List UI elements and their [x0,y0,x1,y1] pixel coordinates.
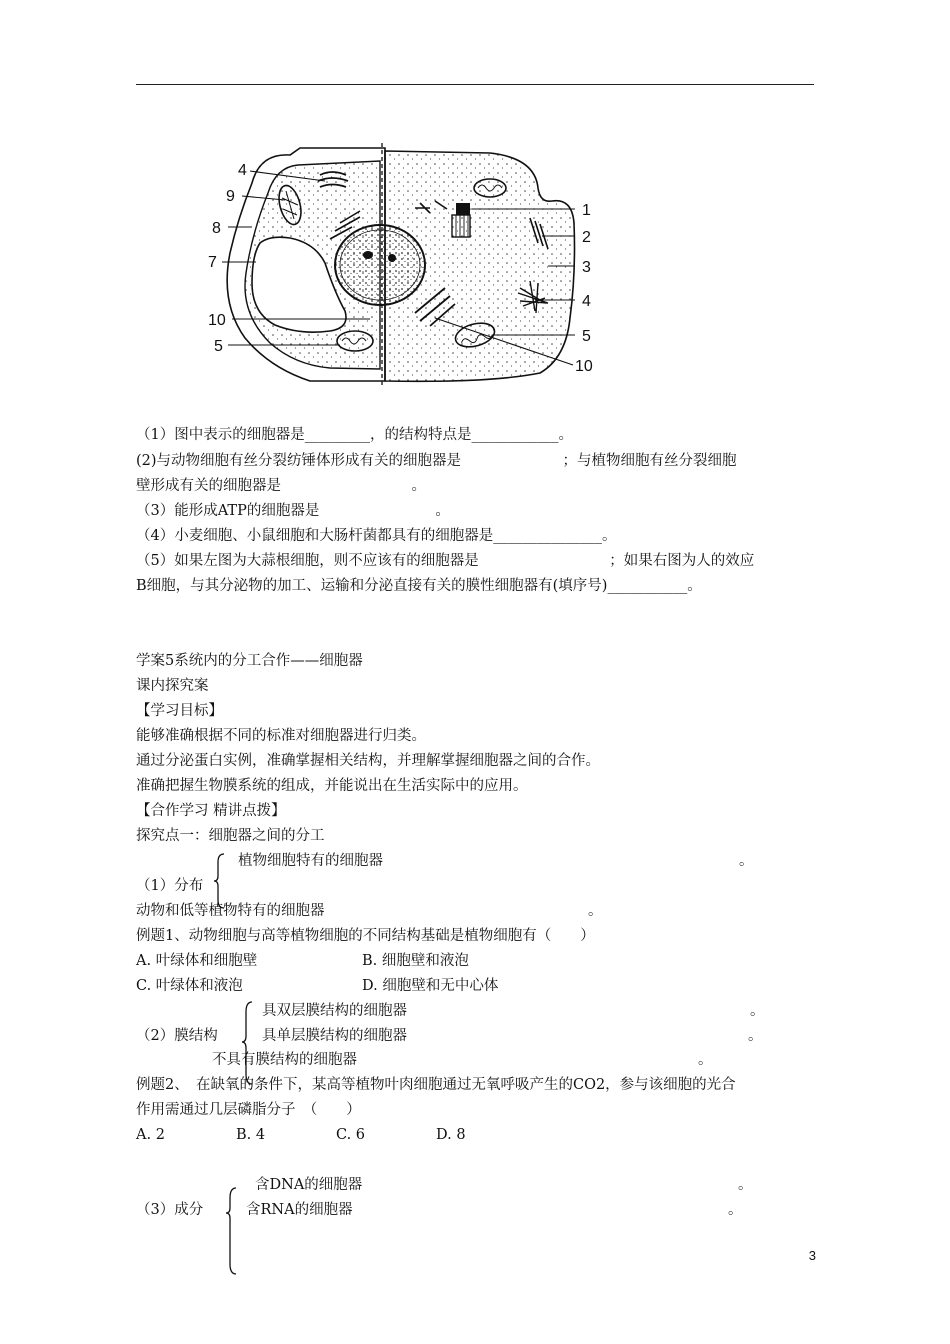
brace-icon [240,1000,256,1086]
composition-line-2: 含RNA的细胞器 [246,1202,353,1218]
brace-icon [224,1186,240,1276]
composition-line-1: 含DNA的细胞器 [255,1177,363,1193]
fig-label: 4 [582,293,591,310]
fig-label: 5 [214,338,223,355]
fig-label: 2 [582,229,591,246]
membrane-label: （2）膜结构 [136,1028,218,1044]
question-5b: B细胞，与其分泌物的加工、运输和分泌直接有关的膜性细胞器有(填序号)___________。 [136,578,702,594]
goals-header: 【学习目标】 [136,703,223,719]
distribution-end-2: 。 [588,903,603,919]
question-1: （1）图中表示的细胞器是_________，的结构特点是____________。 [136,427,573,443]
distribution-end-1: 。 [739,853,754,869]
fig-label: 7 [208,254,217,271]
example-2-line-2: 作用需通过几层磷脂分子 （ ） [136,1102,361,1118]
composition-label: （3）成分 [136,1202,204,1218]
membrane-end-1: 。 [750,1003,765,1019]
composition-end-1: 。 [738,1177,753,1193]
composition-end-2: 。 [728,1202,743,1218]
example-1-stem: 例题1、动物细胞与高等植物细胞的不同结构基础是植物细胞有（ ） [136,928,595,944]
example-2-option-b: B. 4 [236,1127,266,1143]
example-2-option-a: A. 2 [136,1127,165,1143]
membrane-line-3: 不具有膜结构的细胞器 [212,1052,357,1068]
point-1: 探究点一：细胞器之间的分工 [136,828,325,844]
membrane-end-3: 。 [698,1052,713,1068]
fig-label: 10 [575,358,593,375]
header-rule [136,84,814,85]
example-1-option-c: C. 叶绿体和液泡 [136,978,243,994]
fig-label: 1 [582,202,591,219]
membrane-end-2: 。 [748,1028,763,1044]
example-2-option-c: C. 6 [336,1127,366,1143]
question-3: （3）能形成ATP的细胞器是 。 [136,503,450,519]
fig-label: 8 [212,220,221,237]
goal-3: 准确把握生物膜系统的组成，并能说出在生活实际中的应用。 [136,778,528,794]
distribution-line-1: 植物细胞特有的细胞器 [238,853,383,869]
membrane-line-2: 具单层膜结构的细胞器 [262,1028,407,1044]
cell-diagram [190,143,610,388]
membrane-line-1: 具双层膜结构的细胞器 [262,1003,407,1019]
fig-label: 9 [226,188,235,205]
example-1-option-d: D. 细胞壁和无中心体 [362,978,499,994]
page-number: 3 [808,1248,816,1263]
example-2-line-1: 例题2、 在缺氧的条件下，某高等植物叶肉细胞通过无氧呼吸产生的CO2，参与该细胞的光合 [136,1077,736,1093]
section-subtitle: 课内探究案 [136,678,209,694]
coop-header: 【合作学习 精讲点拨】 [136,803,286,819]
example-1-option-b: B. 细胞壁和液泡 [362,953,469,969]
example-1-option-a: A. 叶绿体和细胞壁 [136,953,258,969]
goal-2: 通过分泌蛋白实例，准确掌握相关结构，并理解掌握细胞器之间的合作。 [136,753,600,769]
distribution-label: （1）分布 [136,878,204,894]
question-5a: （5）如果左图为大蒜根细胞，则不应该有的细胞器是 ；如果右图为人的效应 [136,553,755,569]
fig-label: 5 [582,328,591,345]
distribution-line-2: 动物和低等植物特有的细胞器 [136,903,325,919]
question-2a: (2)与动物细胞有丝分裂纺锤体形成有关的细胞器是 ；与植物细胞有丝分裂细胞 [136,453,737,469]
question-2b: 壁形成有关的细胞器是 。 [136,478,426,494]
question-4: （4）小麦细胞、小鼠细胞和大肠杆菌都具有的细胞器是_______________。 [136,528,617,544]
fig-label: 4 [238,162,247,179]
goal-1: 能够准确根据不同的标准对细胞器进行归类。 [136,728,426,744]
fig-label: 10 [208,312,226,329]
fig-label: 3 [582,259,591,276]
example-2-option-d: D. 8 [436,1127,466,1143]
section-title: 学案5系统内的分工合作——细胞器 [136,653,363,669]
